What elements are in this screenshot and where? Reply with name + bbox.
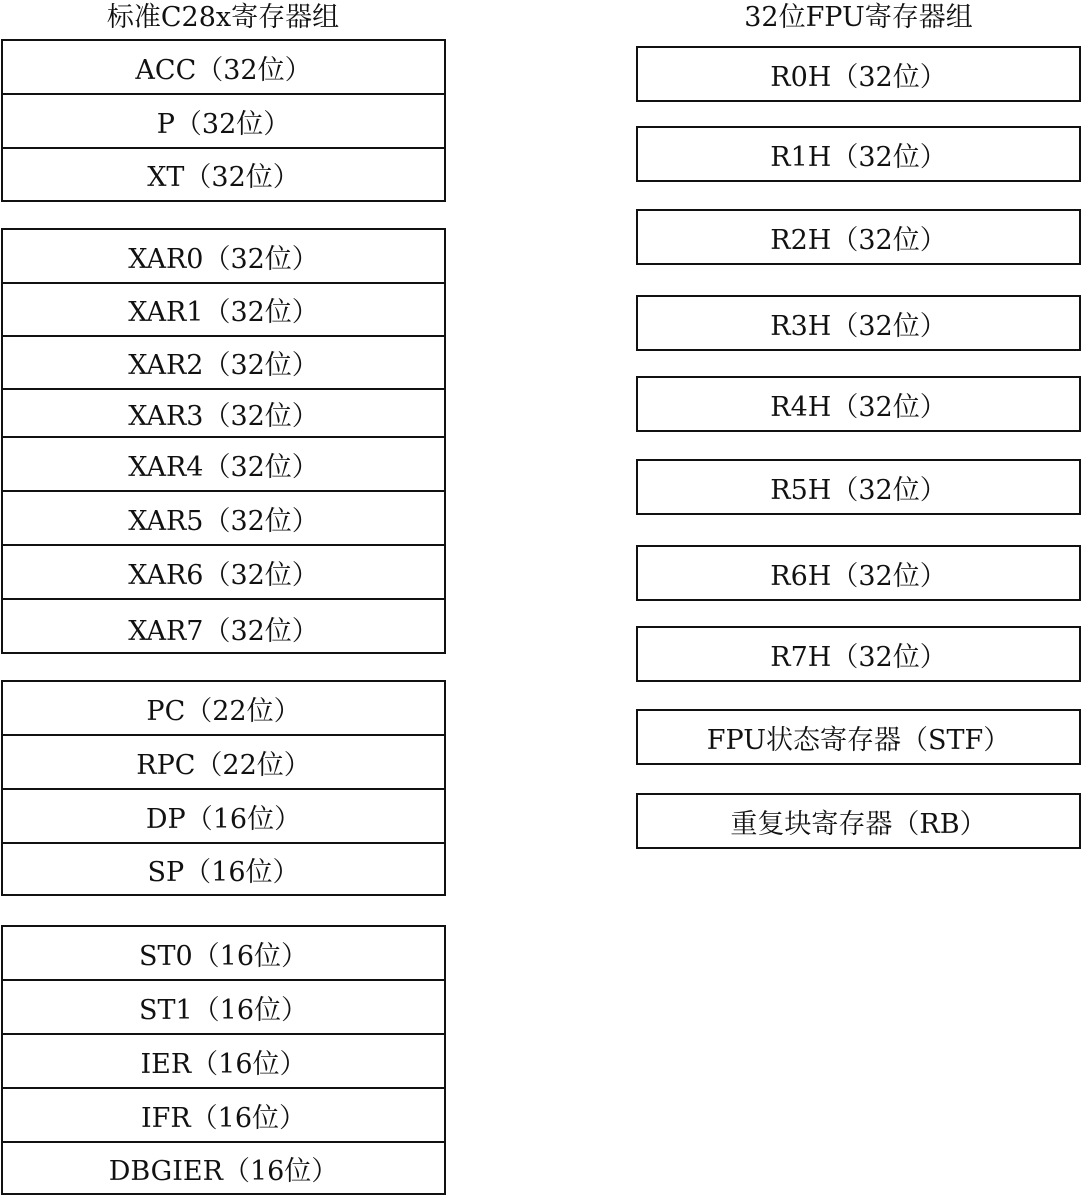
register-pc: PC（22位）: [3, 682, 444, 736]
register-r0h: R0H（32位）: [636, 46, 1081, 102]
register-st0: ST0（16位）: [3, 927, 444, 981]
register-xar1: XAR1（32位）: [3, 284, 444, 337]
c28x-group-title: 标准C28x寄存器组: [106, 2, 340, 33]
register-xar4: XAR4（32位）: [3, 438, 444, 492]
register-xar3: XAR3（32位）: [3, 390, 444, 438]
register-r4h: R4H（32位）: [636, 376, 1081, 432]
register-r6h: R6H（32位）: [636, 545, 1081, 601]
register-ifr: IFR（16位）: [3, 1089, 444, 1143]
register-xar6: XAR6（32位）: [3, 546, 444, 600]
register-xt: XT（32位）: [147, 162, 300, 193]
register-xar2: XAR2（32位）: [3, 337, 444, 390]
register-dp: DP（16位）: [3, 790, 444, 844]
fpu-group-title: 32位FPU寄存器组: [744, 2, 973, 33]
c28x-block-auxiliary: [1, 228, 446, 654]
register-p: P（32位）: [3, 95, 444, 149]
register-r7h: R7H（32位）: [636, 626, 1081, 682]
register-xar0: XAR0（32位）: [3, 230, 444, 284]
register-xar7: XAR7（32位）: [128, 615, 319, 647]
register-r5h: R5H（32位）: [636, 459, 1081, 515]
c28x-block-status: [1, 925, 446, 1195]
register-ier: IER（16位）: [3, 1035, 444, 1089]
register-dbgier: DBGIER（16位）: [108, 1155, 339, 1187]
register-rpc: RPC（22位）: [3, 736, 444, 790]
register-r3h: R3H（32位）: [636, 295, 1081, 351]
c28x-block-accumulators: [1, 39, 446, 202]
register-r2h: R2H（32位）: [636, 209, 1081, 265]
register-sp: SP（16位）: [147, 856, 300, 888]
register-st1: ST1（16位）: [3, 981, 444, 1035]
register-r1h: R1H（32位）: [636, 126, 1081, 182]
register-rb: 重复块寄存器（RB）: [636, 793, 1081, 849]
register-acc: ACC（32位）: [3, 41, 444, 95]
register-xar5: XAR5（32位）: [3, 492, 444, 546]
register-stf: FPU状态寄存器（STF）: [636, 709, 1081, 765]
c28x-block-control: [1, 680, 446, 896]
